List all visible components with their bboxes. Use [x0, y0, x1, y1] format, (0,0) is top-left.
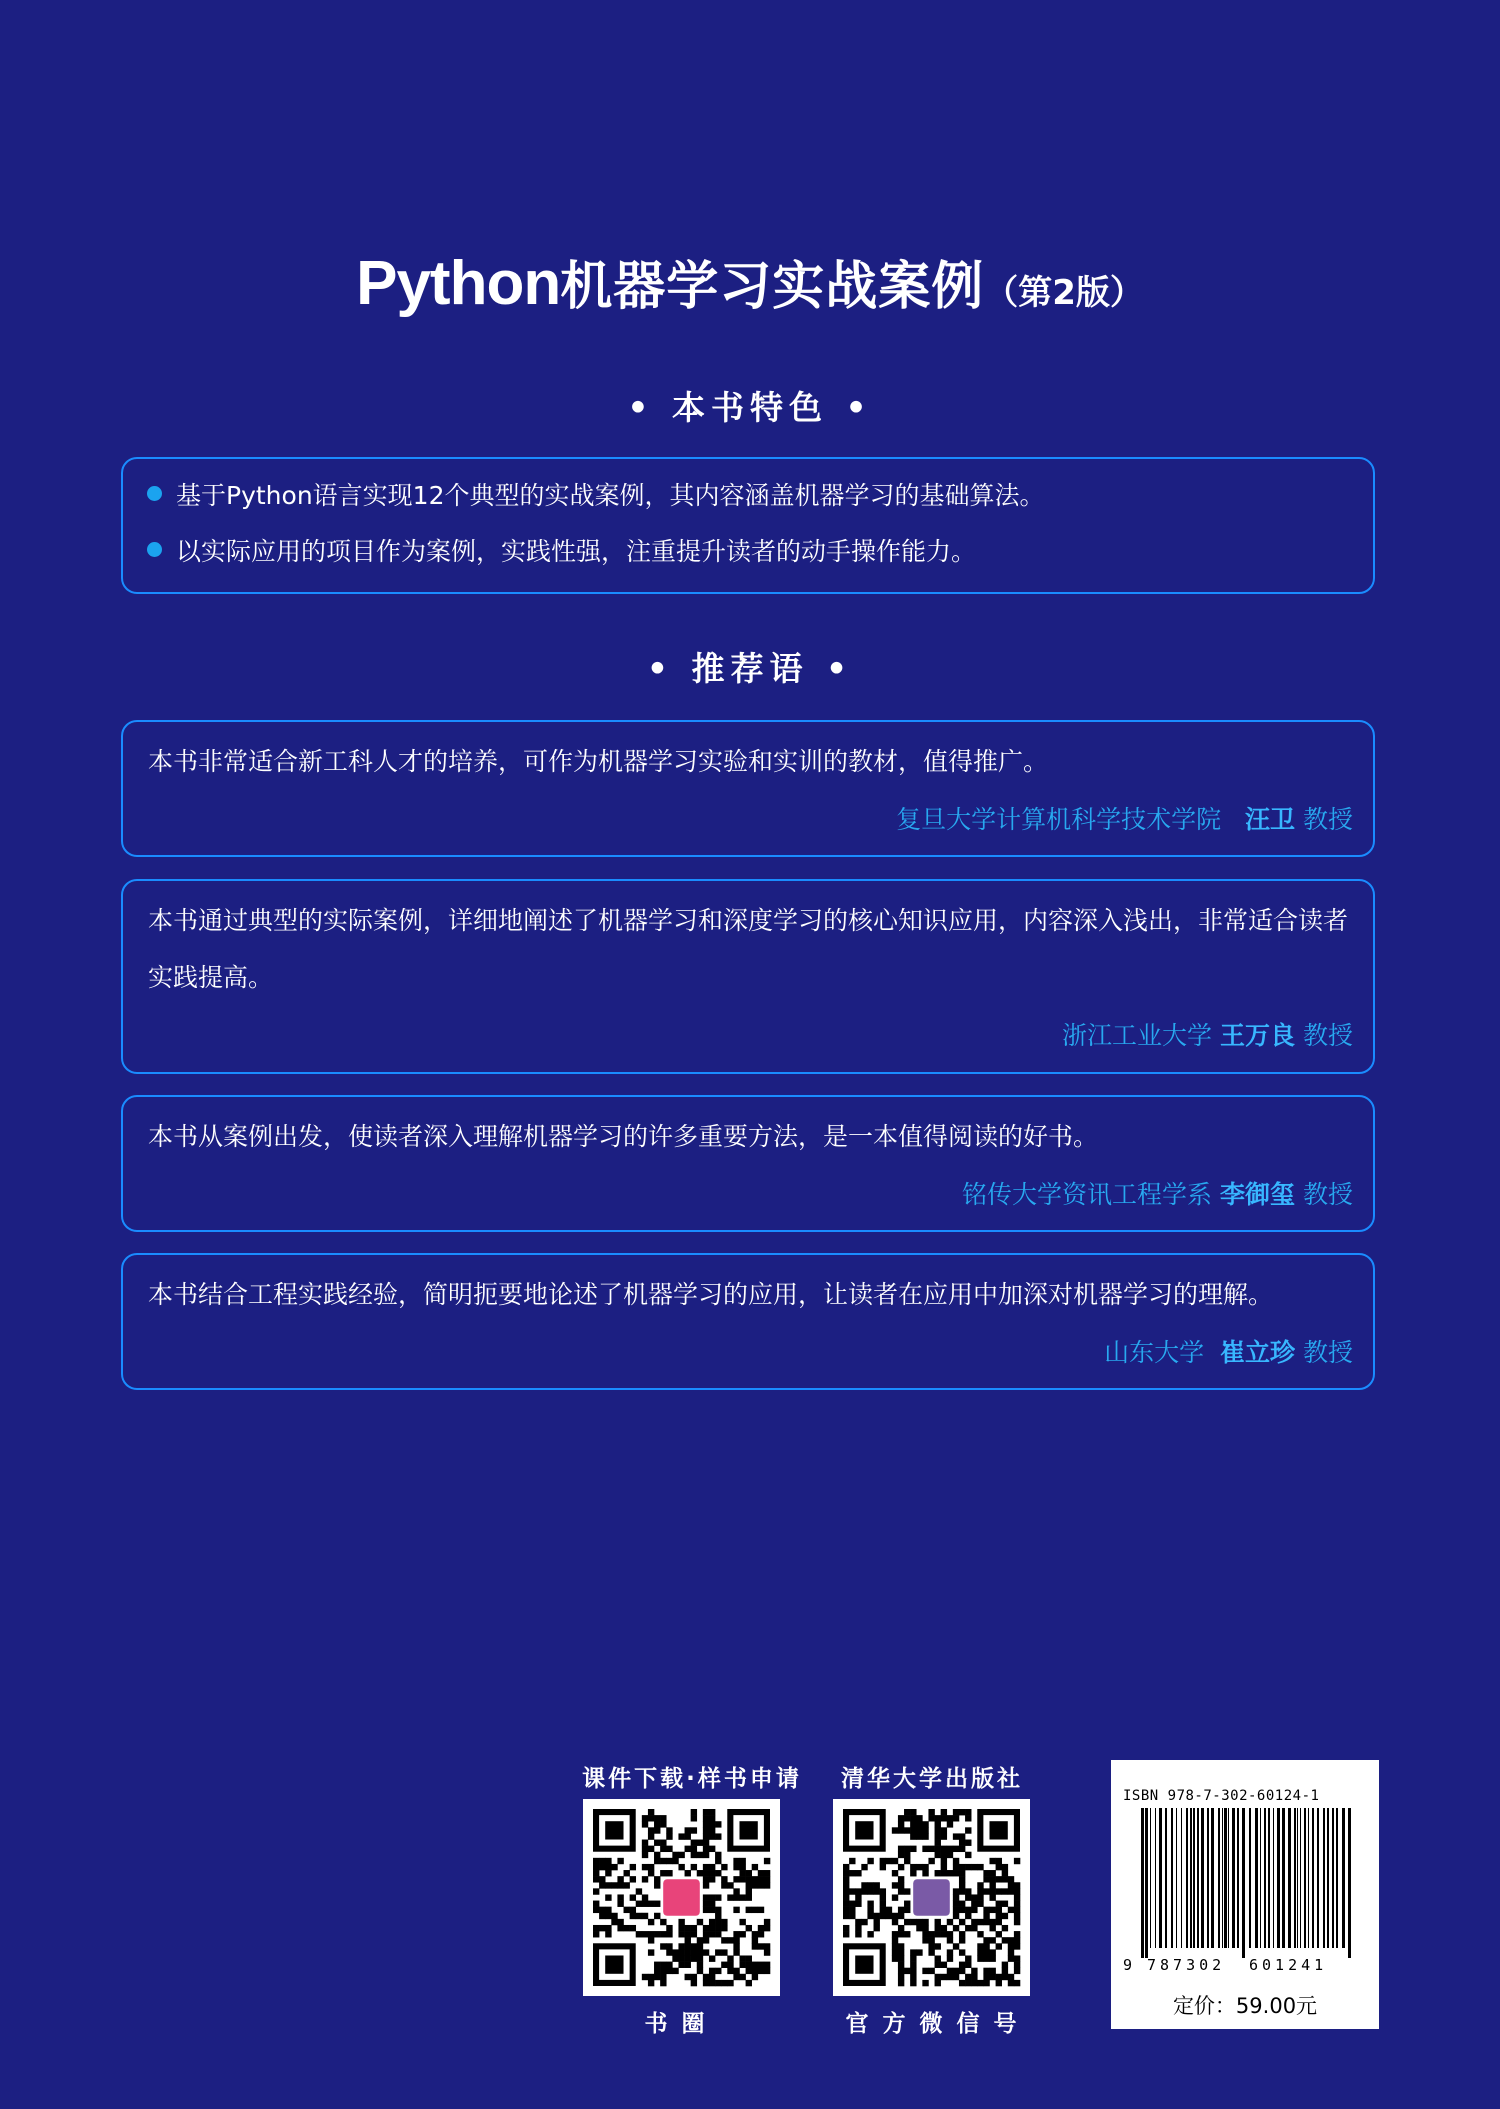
barcode-digits-left: 787302 [1147, 1956, 1226, 1974]
qr-code-publisher [833, 1799, 1030, 1996]
recommend-text: 本书结合工程实践经验，简明扼要地论述了机器学习的应用，让读者在应用中加深对机器学习的理解。 [148, 1280, 1274, 1309]
recommend-box [121, 1253, 1375, 1390]
recommend-text: 本书通过典型的实际案例，详细地阐述了机器学习和深度学习的核心知识应用，内容深入浅出，非常适合读者实践提高。 [148, 906, 1349, 992]
feature-item: 基于Python语言实现12个典型的实战案例，其内容涵盖机器学习的基础算法。 [147, 479, 1044, 513]
features-box [121, 457, 1375, 594]
title-main: 机器学习实战案例 [560, 257, 985, 317]
qr-code-shuquan [583, 1799, 780, 1996]
recommend-box [121, 879, 1375, 1074]
recommend-attribution: 铭传大学资讯工程学系 李御玺 教授 [962, 1180, 1353, 1209]
price-label: 定价：59.00元 [1172, 1994, 1318, 2018]
qr-caption-shuquan: 书圈 [644, 2011, 719, 2037]
qr-code-icon [583, 1799, 780, 1996]
recommend-heading: • 推荐语 • [646, 649, 854, 688]
qr-label-publisher: 清华大学出版社 [841, 1766, 1023, 1792]
recommend-attribution: 复旦大学计算机科学技术学院 汪卫 教授 [896, 805, 1353, 834]
qr-code-icon [833, 1799, 1030, 1996]
bullet-dot [147, 542, 162, 557]
barcode-digit-prefix: 9 [1123, 1956, 1137, 1974]
barcode-digits-right: 601241 [1249, 1956, 1328, 1974]
bullet-dot [147, 486, 162, 501]
isbn-barcode-panel [1111, 1760, 1379, 2029]
recommend-attribution: 山东大学 崔立珍 教授 [1104, 1338, 1353, 1367]
barcode-icon [1139, 1808, 1359, 1958]
recommend-box [121, 720, 1375, 857]
feature-item: 以实际应用的项目作为案例，实践性强，注重提升读者的动手操作能力。 [147, 535, 976, 569]
qr-caption-publisher: 官方微信号 [845, 2011, 1031, 2037]
isbn-number: ISBN 978-7-302-60124-1 [1123, 1788, 1320, 1804]
features-heading: • 本书特色 • [627, 388, 873, 427]
recommend-attribution: 浙江工业大学 王万良 教授 [1062, 1021, 1353, 1050]
title-edition: （第2版） [984, 273, 1144, 313]
recommend-text: 本书从案例出发，使读者深入理解机器学习的许多重要方法，是一本值得阅读的好书。 [148, 1122, 1099, 1151]
qr-label-shuquan: 课件下载·样书申请 [582, 1766, 802, 1792]
title-python: Python [356, 249, 561, 318]
book-title [0, 244, 1500, 319]
recommend-text: 本书非常适合新工科人才的培养，可作为机器学习实验和实训的教材，值得推广。 [148, 747, 1049, 776]
recommend-box [121, 1095, 1375, 1232]
